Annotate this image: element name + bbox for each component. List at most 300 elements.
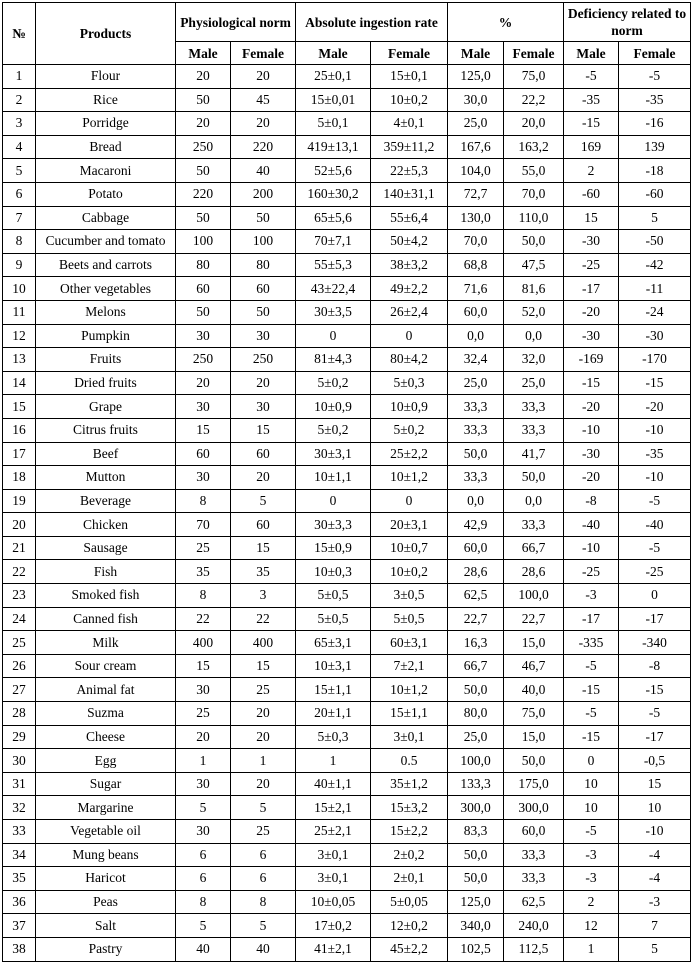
cell-product: Citrus fruits xyxy=(36,418,176,442)
cell-rate-male: 160±30,2 xyxy=(296,182,371,206)
cell-percent-female: 300,0 xyxy=(504,796,564,820)
cell-norm-male: 50 xyxy=(176,206,231,230)
cell-deficiency-male: 2 xyxy=(564,159,619,183)
cell-rate-male: 15±1,1 xyxy=(296,678,371,702)
cell-rate-female: 26±2,4 xyxy=(371,300,448,324)
table-row xyxy=(3,159,691,183)
table-row xyxy=(3,584,691,608)
cell-rate-female: 12±0,2 xyxy=(371,914,448,938)
cell-rate-male: 3±0,1 xyxy=(296,843,371,867)
cell-percent-female: 32,0 xyxy=(504,348,564,372)
table-row xyxy=(3,135,691,159)
header-products: Products xyxy=(36,3,176,65)
cell-percent-female: 25,0 xyxy=(504,371,564,395)
cell-deficiency-female: -60 xyxy=(619,182,691,206)
cell-deficiency-male: -35 xyxy=(564,88,619,112)
cell-norm-female: 6 xyxy=(231,843,296,867)
cell-percent-male: 100,0 xyxy=(448,749,504,773)
cell-product: Smoked fish xyxy=(36,584,176,608)
cell-rate-female: 80±4,2 xyxy=(371,348,448,372)
cell-product: Dried fruits xyxy=(36,371,176,395)
table-row xyxy=(3,466,691,490)
cell-rate-male: 30±3,5 xyxy=(296,300,371,324)
cell-norm-male: 1 xyxy=(176,749,231,773)
cell-rate-male: 5±0,2 xyxy=(296,418,371,442)
cell-percent-female: 60,0 xyxy=(504,820,564,844)
cell-product: Flour xyxy=(36,65,176,89)
table-row xyxy=(3,253,691,277)
cell-rate-male: 81±4,3 xyxy=(296,348,371,372)
cell-percent-male: 32,4 xyxy=(448,348,504,372)
cell-deficiency-female: 15 xyxy=(619,772,691,796)
cell-deficiency-female: -30 xyxy=(619,324,691,348)
cell-number: 13 xyxy=(3,348,36,372)
cell-percent-female: 75,0 xyxy=(504,65,564,89)
cell-number: 16 xyxy=(3,418,36,442)
cell-number: 12 xyxy=(3,324,36,348)
cell-rate-female: 25±2,2 xyxy=(371,442,448,466)
cell-product: Peas xyxy=(36,890,176,914)
cell-rate-male: 10±1,1 xyxy=(296,466,371,490)
table-row xyxy=(3,277,691,301)
cell-percent-male: 0,0 xyxy=(448,489,504,513)
cell-rate-female: 2±0,2 xyxy=(371,843,448,867)
table-row xyxy=(3,348,691,372)
cell-norm-male: 8 xyxy=(176,584,231,608)
cell-norm-female: 100 xyxy=(231,230,296,254)
cell-percent-male: 133,3 xyxy=(448,772,504,796)
cell-deficiency-female: -17 xyxy=(619,607,691,631)
cell-deficiency-male: -5 xyxy=(564,702,619,726)
cell-percent-male: 30,0 xyxy=(448,88,504,112)
subheader-rate-female: Female xyxy=(371,42,448,65)
cell-deficiency-female: -5 xyxy=(619,702,691,726)
table-row xyxy=(3,702,691,726)
cell-product: Rice xyxy=(36,88,176,112)
cell-norm-female: 35 xyxy=(231,560,296,584)
cell-deficiency-female: -340 xyxy=(619,631,691,655)
cell-deficiency-female: -17 xyxy=(619,725,691,749)
cell-deficiency-female: -10 xyxy=(619,820,691,844)
cell-norm-female: 6 xyxy=(231,867,296,891)
cell-rate-male: 10±0,3 xyxy=(296,560,371,584)
cell-rate-female: 10±1,2 xyxy=(371,678,448,702)
cell-product: Chicken xyxy=(36,513,176,537)
cell-rate-female: 3±0,1 xyxy=(371,725,448,749)
cell-percent-female: 40,0 xyxy=(504,678,564,702)
cell-percent-male: 28,6 xyxy=(448,560,504,584)
cell-deficiency-male: 1 xyxy=(564,937,619,961)
cell-percent-male: 33,3 xyxy=(448,395,504,419)
cell-norm-male: 15 xyxy=(176,654,231,678)
cell-product: Beef xyxy=(36,442,176,466)
cell-percent-male: 68,8 xyxy=(448,253,504,277)
cell-rate-male: 5±0,1 xyxy=(296,112,371,136)
cell-percent-male: 50,0 xyxy=(448,678,504,702)
cell-product: Mutton xyxy=(36,466,176,490)
cell-percent-female: 41,7 xyxy=(504,442,564,466)
table-row xyxy=(3,914,691,938)
cell-norm-female: 50 xyxy=(231,206,296,230)
cell-norm-male: 30 xyxy=(176,820,231,844)
cell-percent-female: 33,3 xyxy=(504,418,564,442)
cell-norm-female: 20 xyxy=(231,702,296,726)
cell-rate-male: 5±0,2 xyxy=(296,371,371,395)
cell-number: 35 xyxy=(3,867,36,891)
cell-norm-male: 5 xyxy=(176,796,231,820)
cell-norm-male: 15 xyxy=(176,418,231,442)
cell-norm-female: 20 xyxy=(231,725,296,749)
cell-deficiency-male: 169 xyxy=(564,135,619,159)
cell-rate-male: 419±13,1 xyxy=(296,135,371,159)
cell-deficiency-male: -15 xyxy=(564,678,619,702)
cell-deficiency-female: 5 xyxy=(619,937,691,961)
table-row xyxy=(3,937,691,961)
cell-deficiency-female: -5 xyxy=(619,489,691,513)
cell-deficiency-female: 7 xyxy=(619,914,691,938)
cell-norm-female: 60 xyxy=(231,442,296,466)
cell-percent-female: 55,0 xyxy=(504,159,564,183)
cell-deficiency-male: 10 xyxy=(564,796,619,820)
table-row xyxy=(3,772,691,796)
cell-norm-female: 30 xyxy=(231,324,296,348)
cell-norm-male: 5 xyxy=(176,914,231,938)
cell-deficiency-male: -20 xyxy=(564,395,619,419)
cell-percent-male: 125,0 xyxy=(448,65,504,89)
cell-rate-male: 65±5,6 xyxy=(296,206,371,230)
cell-percent-male: 80,0 xyxy=(448,702,504,726)
cell-norm-female: 20 xyxy=(231,112,296,136)
cell-percent-female: 62,5 xyxy=(504,890,564,914)
table-row xyxy=(3,796,691,820)
cell-product: Potato xyxy=(36,182,176,206)
cell-norm-female: 8 xyxy=(231,890,296,914)
cell-percent-male: 104,0 xyxy=(448,159,504,183)
cell-percent-female: 52,0 xyxy=(504,300,564,324)
cell-norm-female: 3 xyxy=(231,584,296,608)
cell-product: Porridge xyxy=(36,112,176,136)
table-row xyxy=(3,230,691,254)
subheader-norm-male: Male xyxy=(176,42,231,65)
cell-norm-male: 60 xyxy=(176,277,231,301)
cell-rate-female: 15±2,2 xyxy=(371,820,448,844)
cell-rate-male: 1 xyxy=(296,749,371,773)
cell-rate-female: 4±0,1 xyxy=(371,112,448,136)
cell-norm-female: 50 xyxy=(231,300,296,324)
cell-product: Sausage xyxy=(36,536,176,560)
cell-deficiency-male: -10 xyxy=(564,536,619,560)
cell-deficiency-male: -25 xyxy=(564,560,619,584)
cell-deficiency-male: -30 xyxy=(564,442,619,466)
cell-rate-female: 20±3,1 xyxy=(371,513,448,537)
cell-deficiency-female: 5 xyxy=(619,206,691,230)
table-row xyxy=(3,489,691,513)
table-container xyxy=(2,2,691,962)
cell-product: Pumpkin xyxy=(36,324,176,348)
cell-norm-male: 20 xyxy=(176,112,231,136)
cell-deficiency-female: 139 xyxy=(619,135,691,159)
cell-percent-male: 50,0 xyxy=(448,843,504,867)
table-row xyxy=(3,182,691,206)
cell-number: 31 xyxy=(3,772,36,796)
cell-norm-male: 50 xyxy=(176,88,231,112)
header-physiological-norm: Physiological norm xyxy=(176,3,296,42)
cell-rate-female: 15±0,1 xyxy=(371,65,448,89)
cell-number: 21 xyxy=(3,536,36,560)
cell-rate-male: 25±2,1 xyxy=(296,820,371,844)
cell-rate-female: 10±0,7 xyxy=(371,536,448,560)
cell-norm-male: 30 xyxy=(176,772,231,796)
cell-percent-male: 340,0 xyxy=(448,914,504,938)
cell-norm-male: 8 xyxy=(176,890,231,914)
cell-norm-female: 45 xyxy=(231,88,296,112)
cell-percent-male: 60,0 xyxy=(448,300,504,324)
cell-rate-female: 2±0,1 xyxy=(371,867,448,891)
cell-number: 37 xyxy=(3,914,36,938)
cell-deficiency-male: -3 xyxy=(564,867,619,891)
cell-percent-female: 22,2 xyxy=(504,88,564,112)
table-row xyxy=(3,820,691,844)
cell-norm-female: 80 xyxy=(231,253,296,277)
cell-norm-male: 20 xyxy=(176,65,231,89)
cell-percent-male: 25,0 xyxy=(448,371,504,395)
cell-percent-female: 33,3 xyxy=(504,395,564,419)
cell-deficiency-male: 12 xyxy=(564,914,619,938)
cell-rate-male: 5±0,5 xyxy=(296,607,371,631)
table-row xyxy=(3,112,691,136)
cell-percent-male: 72,7 xyxy=(448,182,504,206)
cell-rate-female: 49±2,2 xyxy=(371,277,448,301)
cell-number: 19 xyxy=(3,489,36,513)
cell-number: 15 xyxy=(3,395,36,419)
cell-norm-female: 15 xyxy=(231,536,296,560)
table-row xyxy=(3,88,691,112)
cell-deficiency-male: -10 xyxy=(564,418,619,442)
cell-number: 7 xyxy=(3,206,36,230)
cell-percent-male: 60,0 xyxy=(448,536,504,560)
subheader-deficiency-female: Female xyxy=(619,42,691,65)
cell-product: Cheese xyxy=(36,725,176,749)
cell-norm-female: 250 xyxy=(231,348,296,372)
cell-norm-female: 1 xyxy=(231,749,296,773)
cell-norm-male: 220 xyxy=(176,182,231,206)
table-row xyxy=(3,890,691,914)
cell-rate-female: 38±3,2 xyxy=(371,253,448,277)
cell-percent-male: 50,0 xyxy=(448,867,504,891)
cell-deficiency-male: -30 xyxy=(564,230,619,254)
cell-rate-male: 30±3,3 xyxy=(296,513,371,537)
cell-number: 10 xyxy=(3,277,36,301)
cell-deficiency-female: -42 xyxy=(619,253,691,277)
cell-deficiency-female: 10 xyxy=(619,796,691,820)
cell-percent-male: 62,5 xyxy=(448,584,504,608)
cell-deficiency-male: 0 xyxy=(564,749,619,773)
cell-rate-female: 45±2,2 xyxy=(371,937,448,961)
table-row xyxy=(3,536,691,560)
cell-norm-male: 8 xyxy=(176,489,231,513)
cell-deficiency-female: -5 xyxy=(619,65,691,89)
table-row xyxy=(3,395,691,419)
cell-percent-female: 240,0 xyxy=(504,914,564,938)
cell-deficiency-male: -17 xyxy=(564,277,619,301)
cell-product: Mung beans xyxy=(36,843,176,867)
cell-product: Beets and carrots xyxy=(36,253,176,277)
cell-product: Sour cream xyxy=(36,654,176,678)
cell-norm-female: 40 xyxy=(231,159,296,183)
cell-rate-female: 5±0,3 xyxy=(371,371,448,395)
subheader-deficiency-male: Male xyxy=(564,42,619,65)
cell-number: 33 xyxy=(3,820,36,844)
cell-deficiency-male: -5 xyxy=(564,820,619,844)
cell-rate-male: 25±0,1 xyxy=(296,65,371,89)
cell-percent-female: 50,0 xyxy=(504,749,564,773)
table-row xyxy=(3,749,691,773)
table-row xyxy=(3,206,691,230)
cell-rate-female: 55±6,4 xyxy=(371,206,448,230)
cell-rate-male: 5±0,5 xyxy=(296,584,371,608)
cell-rate-male: 41±2,1 xyxy=(296,937,371,961)
cell-number: 11 xyxy=(3,300,36,324)
cell-norm-female: 60 xyxy=(231,513,296,537)
cell-percent-female: 66,7 xyxy=(504,536,564,560)
cell-norm-male: 35 xyxy=(176,560,231,584)
header-absolute-ingestion-rate: Absolute ingestion rate xyxy=(296,3,448,42)
cell-number: 4 xyxy=(3,135,36,159)
cell-deficiency-female: -4 xyxy=(619,867,691,891)
table-row xyxy=(3,654,691,678)
cell-rate-female: 10±0,2 xyxy=(371,88,448,112)
cell-rate-male: 65±3,1 xyxy=(296,631,371,655)
cell-norm-female: 15 xyxy=(231,418,296,442)
cell-rate-male: 43±22,4 xyxy=(296,277,371,301)
cell-percent-female: 81,6 xyxy=(504,277,564,301)
cell-deficiency-female: -5 xyxy=(619,536,691,560)
cell-norm-male: 30 xyxy=(176,678,231,702)
cell-product: Bread xyxy=(36,135,176,159)
cell-deficiency-male: -30 xyxy=(564,324,619,348)
subheader-percent-female: Female xyxy=(504,42,564,65)
cell-rate-female: 50±4,2 xyxy=(371,230,448,254)
cell-rate-female: 35±1,2 xyxy=(371,772,448,796)
cell-norm-female: 5 xyxy=(231,489,296,513)
cell-norm-male: 20 xyxy=(176,725,231,749)
cell-norm-male: 6 xyxy=(176,843,231,867)
nutrition-table xyxy=(2,2,691,962)
cell-percent-male: 66,7 xyxy=(448,654,504,678)
cell-product: Pastry xyxy=(36,937,176,961)
cell-norm-male: 50 xyxy=(176,159,231,183)
cell-rate-female: 7±2,1 xyxy=(371,654,448,678)
cell-deficiency-male: -15 xyxy=(564,112,619,136)
cell-norm-male: 250 xyxy=(176,135,231,159)
cell-deficiency-male: -25 xyxy=(564,253,619,277)
cell-rate-female: 10±1,2 xyxy=(371,466,448,490)
cell-rate-female: 3±0,5 xyxy=(371,584,448,608)
cell-percent-male: 22,7 xyxy=(448,607,504,631)
cell-deficiency-male: -3 xyxy=(564,584,619,608)
cell-percent-male: 25,0 xyxy=(448,725,504,749)
cell-product: Suzma xyxy=(36,702,176,726)
cell-deficiency-male: -40 xyxy=(564,513,619,537)
cell-rate-male: 17±0,2 xyxy=(296,914,371,938)
cell-percent-female: 110,0 xyxy=(504,206,564,230)
cell-number: 34 xyxy=(3,843,36,867)
cell-norm-male: 30 xyxy=(176,466,231,490)
cell-norm-male: 25 xyxy=(176,536,231,560)
cell-number: 18 xyxy=(3,466,36,490)
cell-rate-female: 10±0,2 xyxy=(371,560,448,584)
table-row xyxy=(3,371,691,395)
cell-norm-female: 60 xyxy=(231,277,296,301)
cell-rate-male: 5±0,3 xyxy=(296,725,371,749)
cell-norm-female: 20 xyxy=(231,466,296,490)
cell-rate-male: 30±3,1 xyxy=(296,442,371,466)
cell-rate-female: 359±11,2 xyxy=(371,135,448,159)
cell-deficiency-male: 15 xyxy=(564,206,619,230)
cell-number: 30 xyxy=(3,749,36,773)
cell-norm-male: 80 xyxy=(176,253,231,277)
table-row xyxy=(3,300,691,324)
cell-percent-female: 20,0 xyxy=(504,112,564,136)
cell-deficiency-female: -10 xyxy=(619,466,691,490)
table-row xyxy=(3,678,691,702)
cell-percent-female: 46,7 xyxy=(504,654,564,678)
cell-deficiency-male: 2 xyxy=(564,890,619,914)
cell-deficiency-female: -15 xyxy=(619,371,691,395)
cell-rate-male: 15±2,1 xyxy=(296,796,371,820)
cell-norm-female: 400 xyxy=(231,631,296,655)
cell-deficiency-female: -3 xyxy=(619,890,691,914)
subheader-rate-male: Male xyxy=(296,42,371,65)
cell-deficiency-female: -18 xyxy=(619,159,691,183)
subheader-percent-male: Male xyxy=(448,42,504,65)
cell-deficiency-female: -50 xyxy=(619,230,691,254)
cell-deficiency-male: -15 xyxy=(564,371,619,395)
cell-number: 29 xyxy=(3,725,36,749)
cell-product: Fish xyxy=(36,560,176,584)
cell-rate-female: 0 xyxy=(371,489,448,513)
cell-percent-male: 83,3 xyxy=(448,820,504,844)
cell-norm-female: 200 xyxy=(231,182,296,206)
cell-deficiency-male: -17 xyxy=(564,607,619,631)
cell-rate-male: 0 xyxy=(296,324,371,348)
cell-product: Grape xyxy=(36,395,176,419)
cell-rate-female: 5±0,05 xyxy=(371,890,448,914)
cell-percent-male: 71,6 xyxy=(448,277,504,301)
cell-rate-female: 0.5 xyxy=(371,749,448,773)
cell-norm-female: 20 xyxy=(231,371,296,395)
cell-percent-female: 33,3 xyxy=(504,513,564,537)
cell-rate-female: 5±0,5 xyxy=(371,607,448,631)
cell-percent-female: 0,0 xyxy=(504,489,564,513)
cell-rate-male: 55±5,3 xyxy=(296,253,371,277)
table-row xyxy=(3,867,691,891)
header-number: № xyxy=(3,3,36,65)
cell-rate-male: 20±1,1 xyxy=(296,702,371,726)
table-row xyxy=(3,324,691,348)
cell-deficiency-male: -5 xyxy=(564,65,619,89)
cell-deficiency-female: -15 xyxy=(619,678,691,702)
cell-percent-female: 70,0 xyxy=(504,182,564,206)
cell-rate-female: 22±5,3 xyxy=(371,159,448,183)
cell-percent-female: 75,0 xyxy=(504,702,564,726)
cell-product: Milk xyxy=(36,631,176,655)
cell-percent-male: 70,0 xyxy=(448,230,504,254)
cell-percent-female: 112,5 xyxy=(504,937,564,961)
cell-norm-female: 5 xyxy=(231,914,296,938)
cell-rate-female: 10±0,9 xyxy=(371,395,448,419)
cell-percent-female: 22,7 xyxy=(504,607,564,631)
